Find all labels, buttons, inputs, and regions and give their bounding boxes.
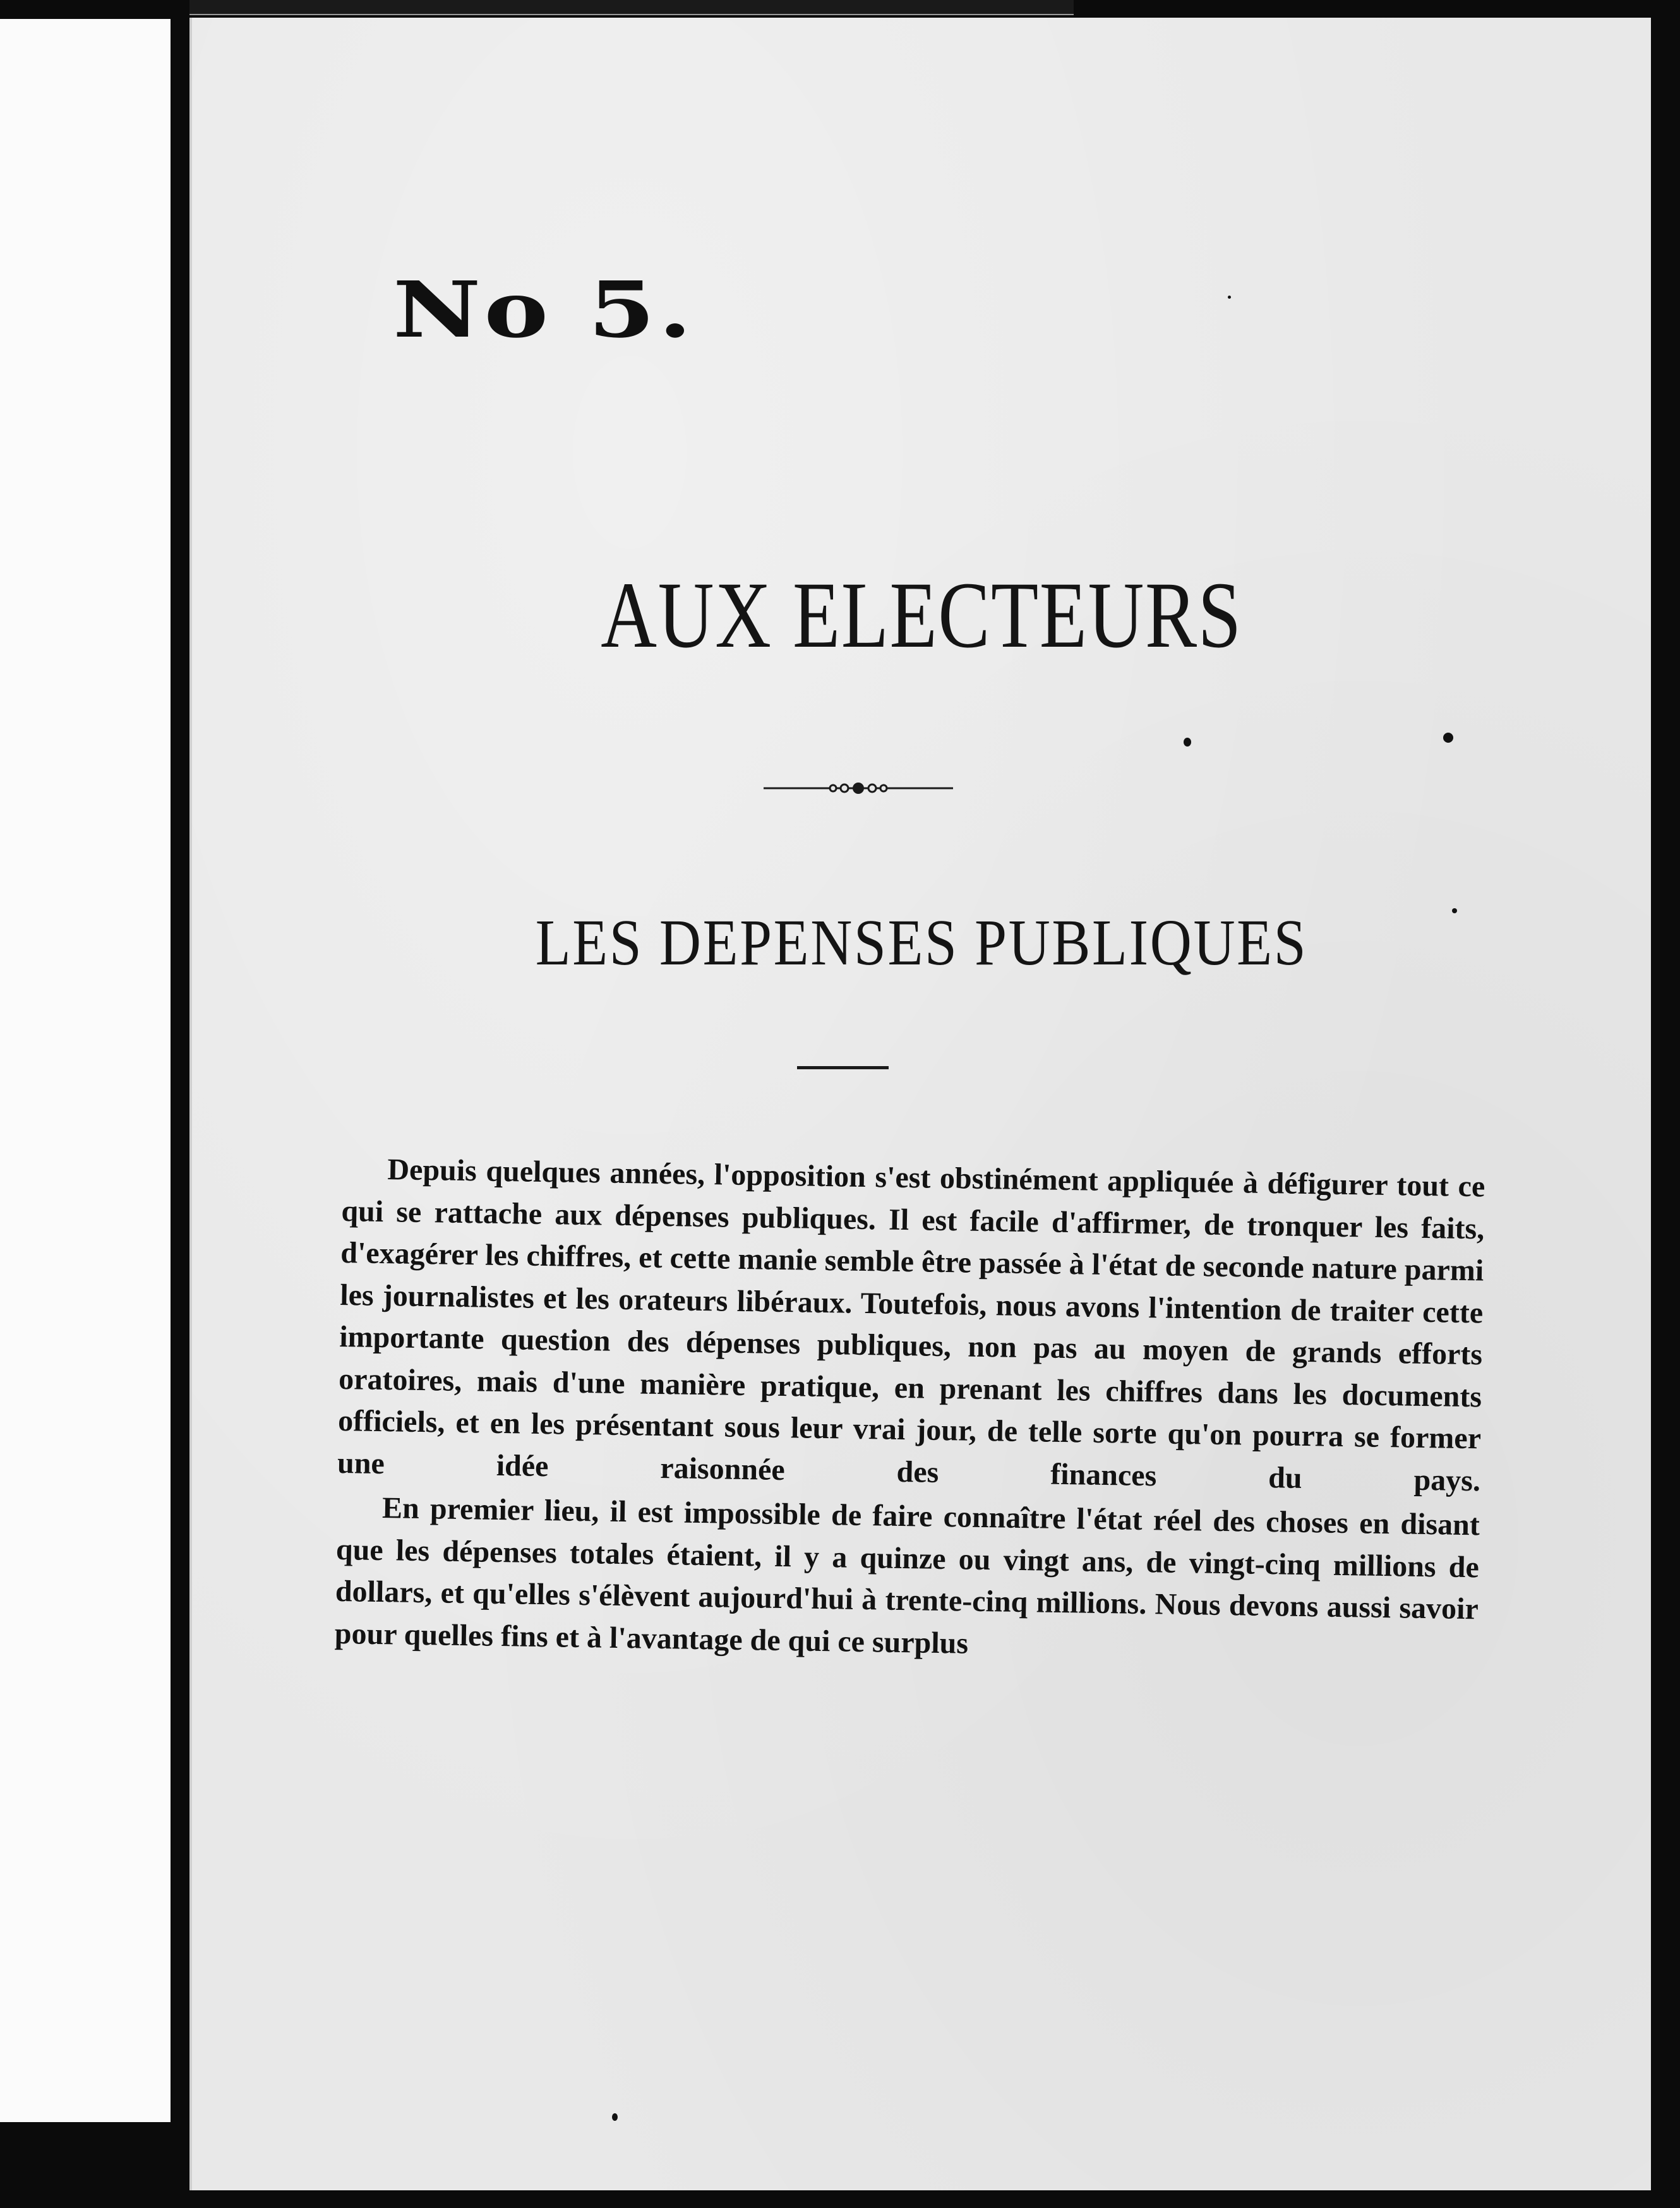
paragraph-2: En premier lieu, il est impossible de faire connaître l'état réel des choses en disant que les dépenses totales étaient, il y a quinze ou vingt ans, de vingt-cinq millions de dollars, et qu'elles s'élèvent aujourd'hui à trente-cinq millions. Nous devons aussi savoir pour quelles fins et à l'avantage de qui ce surplus — [334, 1491, 1480, 1660]
ink-speck — [1443, 733, 1453, 743]
paragraph-1: Depuis quelques années, l'opposition s'est obstinément appliquée à défigurer tout ce qui se rattache aux dépenses publiques. Il est facile d'affirmer, de tronquer les faits, d'exagérer les chiffres, et cette manie semble être passée à l'état de seconde nature parmi les journalistes et les orateurs libéraux. Toutefois, nous avons l'intention de traiter cette importante question des dépenses publiques, non pas au moyen de grands efforts oratoires, mais d'une manière pratique, en prenant les chiffres dans les documents officiels, et en les présentant sous leur vrai jour, de telle sorte qu'on pourra se former une idée raisonnée des finances du pays. — [337, 1153, 1485, 1497]
ink-speck — [1184, 738, 1191, 747]
previous-page-edge — [0, 19, 171, 2122]
body-text — [334, 1148, 1485, 1672]
section-title: LES DEPENSES PUBLIQUES — [535, 906, 1308, 979]
top-page-edge — [189, 0, 1074, 15]
main-title: AUX ELECTEURS — [601, 563, 1242, 668]
ink-speck — [1452, 908, 1457, 913]
title-rule — [797, 1066, 889, 1069]
issue-number: No 5. — [393, 264, 695, 355]
ink-speck — [1228, 296, 1231, 299]
document-page — [189, 18, 1651, 2190]
ornament-divider — [764, 776, 953, 801]
ink-speck — [612, 2113, 618, 2121]
